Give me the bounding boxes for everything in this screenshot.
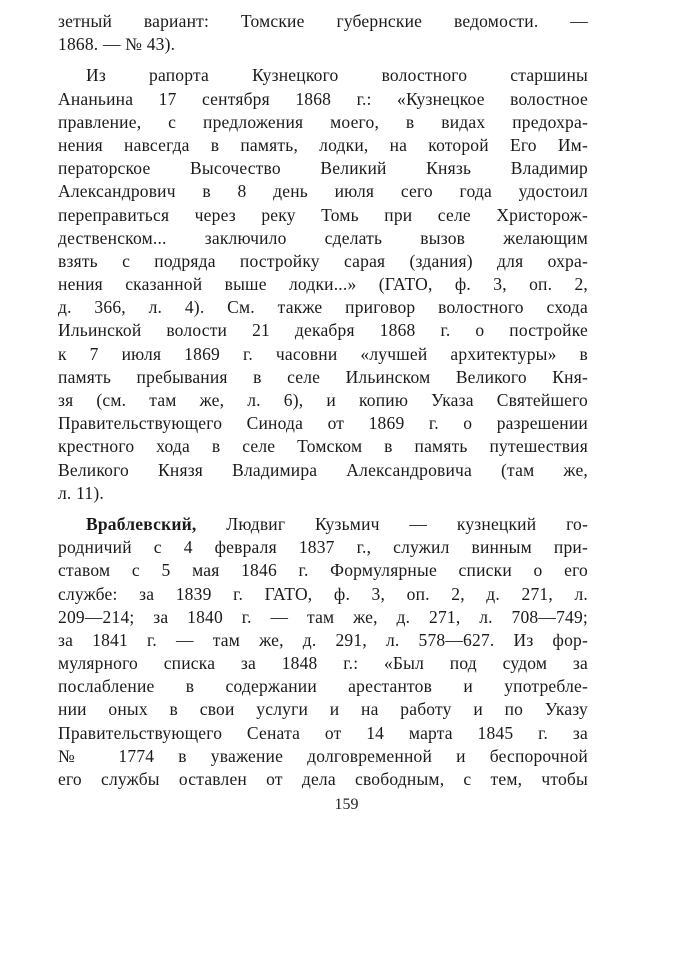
text-line: нения навсегда в память, лодки, на которой Его Им- (58, 134, 588, 155)
paragraph-gap (58, 505, 588, 513)
text-line: Ильинской волости 21 декабря 1868 г. о постройке (58, 320, 588, 341)
text-line: Правительствующего Сената от 14 марта 1845 г. за (58, 722, 588, 743)
text-line: правление, с предложения моего, в видах предохра- (58, 111, 588, 132)
text-line: крестного хода в селе Томском в память путешествия (58, 436, 588, 457)
text-line: его службы оставлен от дела свободным, с тем, чтобы (58, 769, 588, 789)
text-line: 209—214; за 1840 г. — там же, д. 271, л. 708—749; (58, 606, 588, 627)
text-line: память пребывания в селе Ильинском Великого Кня- (58, 366, 588, 387)
text-line: Ананьина 17 сентября 1868 г.: «Кузнецкое волостное (58, 88, 588, 109)
text-line: 1868. — № 43). (58, 34, 176, 55)
text-line: Великого Князя Владимира Александровича (там же, (58, 459, 588, 480)
text-line: послабление в содержании арестантов и употребле- (58, 676, 588, 697)
document-page (58, 10, 588, 791)
text-line: Правительствующего Синода от 1869 г. о разрешении (58, 413, 588, 434)
text-line: № 1774 в уважение долговременной и беспорочной (58, 745, 588, 766)
paragraph-gap (58, 56, 588, 64)
paragraph-kuznetsk-report (58, 64, 588, 505)
entry-name-bold: Враблевский, (86, 513, 197, 534)
text-line: л. 11). (58, 482, 104, 503)
text-line: д. 366, л. 4). См. также приговор волостного схода (58, 297, 588, 318)
text-line: дественском... заключило сделать вызов желающим (58, 227, 588, 248)
paragraph-vrablevsky (58, 513, 588, 791)
text-line: ставом с 5 мая 1846 г. Формулярные списки о его (58, 560, 588, 581)
text-line: ператорское Высочество Великий Князь Владимир (58, 158, 588, 179)
page-number: 159 (334, 796, 359, 813)
text-line: нения сказанной выше лодки...» (ГАТО, ф. 3, оп. 2, (58, 274, 588, 295)
text-line: взять с подряда постройку сарая (здания) для охра- (58, 250, 588, 271)
text-line: зя (см. там же, л. 6), и копию Указа Святейшего (58, 390, 588, 410)
text-line: к 7 июля 1869 г. часовни «лучшей архитектуры» в (58, 343, 588, 364)
text-line: зетный вариант: Томские губернские ведомости. — (58, 11, 588, 31)
text-line: мулярного списка за 1848 г.: «Был под судом за (58, 653, 588, 674)
text-line: нии оных в свои услуги и на работу и по Указу (58, 699, 588, 720)
text-line: за 1841 г. — там же, д. 291, л. 578—627. Из фор- (58, 629, 588, 650)
text-line: Александрович в 8 день июля сего года удостоил (58, 181, 588, 202)
text-line: переправиться через реку Томь при селе Христорож- (58, 204, 588, 225)
text-line: Из рапорта Кузнецкого волостного старшины (86, 65, 588, 86)
text-line-first (58, 513, 588, 536)
text-line: родничий с 4 февраля 1837 г., служил винным при- (58, 537, 588, 558)
text-line: службе: за 1839 г. ГАТО, ф. 3, оп. 2, д. 271, л. (58, 583, 588, 604)
entry-first-line-rest: Людвиг Кузьмич — кузнецкий го- (196, 513, 588, 534)
paragraph-continuation (58, 10, 588, 56)
